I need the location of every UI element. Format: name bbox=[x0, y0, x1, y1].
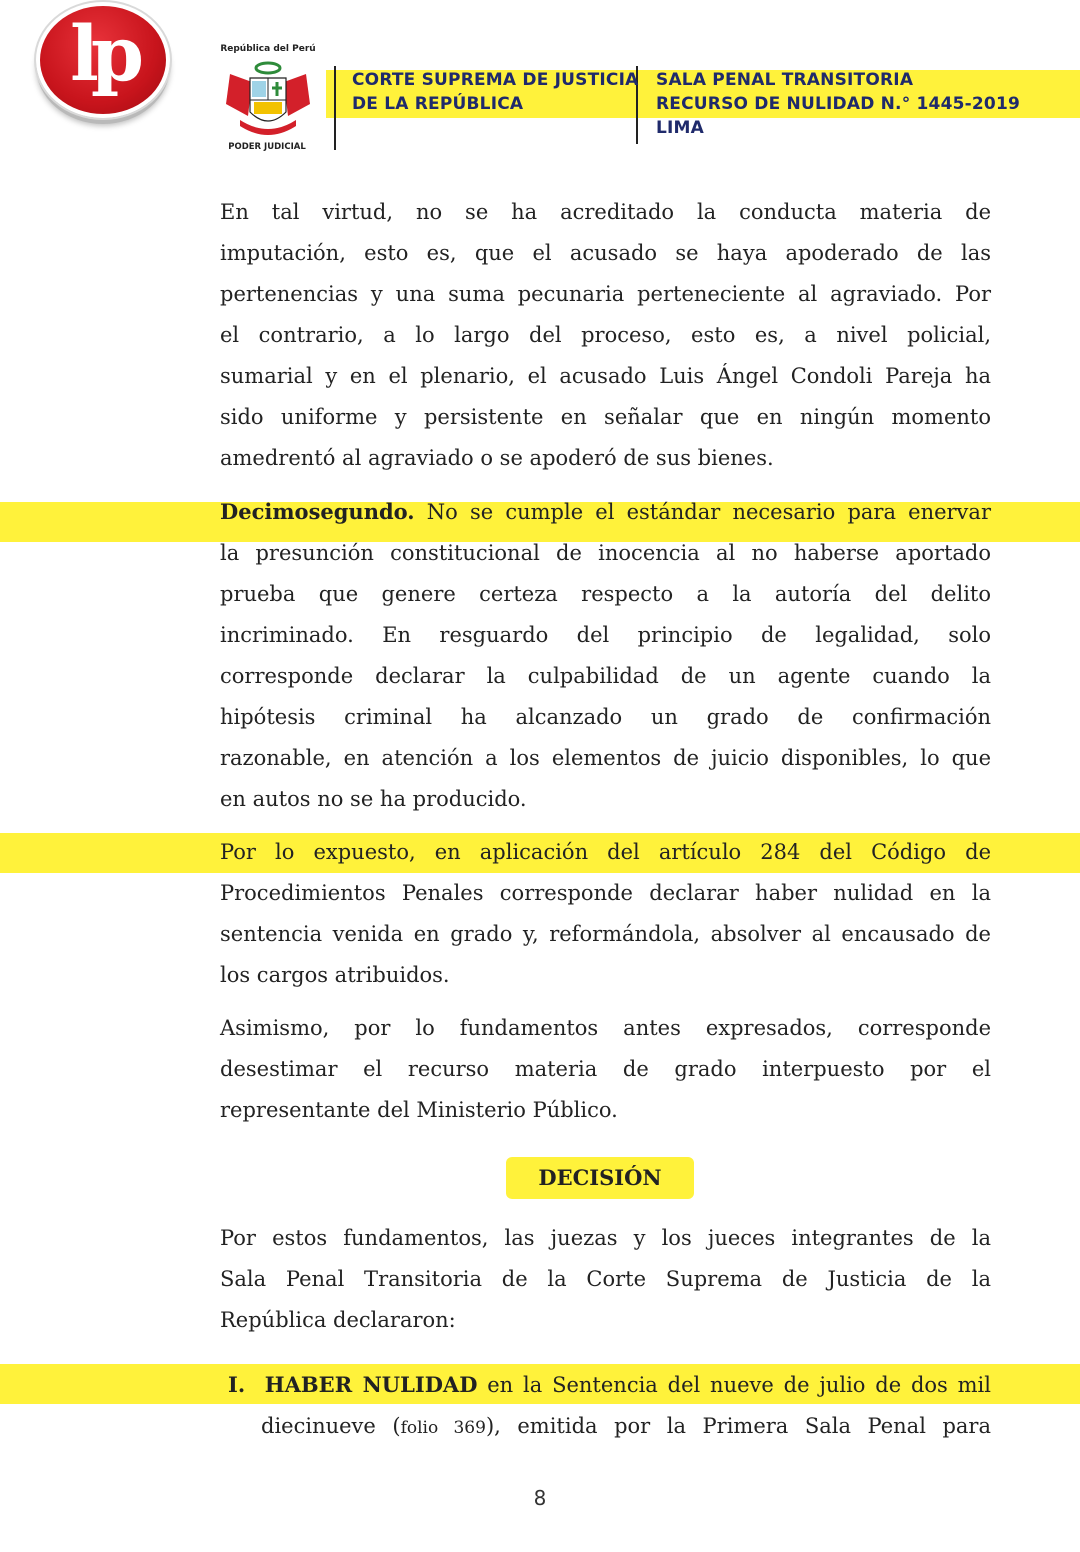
text-line: el contrario, a lo largo del proceso, esto es, a nivel policial, bbox=[220, 323, 991, 347]
text-line: incriminado. En resguardo del principio de legalidad, solo bbox=[220, 623, 991, 647]
decision-heading: DECISIÓN bbox=[506, 1157, 694, 1199]
text-line: Por lo expuesto, en aplicación del artículo 284 del Código de bbox=[220, 840, 991, 864]
text-line: pertenencias y una suma pecunaria perteneciente al agraviado. Por bbox=[220, 282, 991, 306]
paragraph-conclusion bbox=[220, 192, 991, 479]
text-line bbox=[261, 1406, 991, 1449]
text-line: Procedimientos Penales corresponde declarar haber nulidad en la bbox=[220, 881, 991, 905]
text-line: prueba que genere certeza respecto a la autoría del delito bbox=[220, 582, 991, 606]
text-line: sido uniforme y persistente en señalar que en ningún momento bbox=[220, 405, 991, 429]
text-line: sentencia venida en grado y, reformándola, absolver al encausado de bbox=[220, 922, 991, 946]
lp-logo-text: lp bbox=[69, 9, 136, 98]
text-line: Asimismo, por lo fundamentos antes expresados, corresponde bbox=[220, 1016, 991, 1040]
item-ruling: HABER NULIDAD bbox=[264, 1372, 478, 1397]
text-line: la presunción constitucional de inocencia al no haberse aportado bbox=[220, 541, 991, 565]
text-line: Por estos fundamentos, las juezas y los jueces integrantes de la bbox=[220, 1226, 991, 1250]
case-info bbox=[656, 68, 1020, 140]
header-divider bbox=[334, 66, 336, 150]
court-name bbox=[352, 68, 638, 116]
text-line: desestimar el recurso materia de grado interpuesto por el bbox=[220, 1057, 991, 1081]
seal-top-text: República del Perú bbox=[220, 44, 316, 54]
section-heading: Decimosegundo. bbox=[220, 499, 415, 524]
text-line: corresponde declarar la culpabilidad de un agente cuando la bbox=[220, 664, 991, 688]
text-line: razonable, en atención a los elementos de juicio disponibles, lo que bbox=[220, 746, 991, 770]
text-line bbox=[228, 1364, 991, 1406]
lp-logo bbox=[36, 2, 170, 118]
case-number: RECURSO DE NULIDAD N.° 1445-2019 bbox=[656, 94, 1021, 114]
case-city: LIMA bbox=[656, 118, 705, 138]
text-line: amedrentó al agraviado o se apoderó de sus bienes. bbox=[220, 446, 774, 470]
text-line: en autos no se ha producido. bbox=[220, 787, 527, 811]
chamber-name: SALA PENAL TRANSITORIA bbox=[656, 70, 914, 90]
text-line: sumarial y en el plenario, el acusado Luis Ángel Condoli Pareja ha bbox=[220, 364, 991, 388]
text-line bbox=[220, 491, 991, 533]
text-fragment: en la Sentencia del nueve de julio de dos mil bbox=[487, 1373, 991, 1397]
page-number: 8 bbox=[533, 1486, 547, 1510]
paragraph-asimismo bbox=[220, 1008, 991, 1131]
text-line: Sala Penal Transitoria de la Corte Suprema de Justicia de la bbox=[220, 1267, 991, 1291]
text-line: República declararon: bbox=[220, 1308, 456, 1332]
decision-item-1 bbox=[228, 1364, 991, 1449]
text-line: En tal virtud, no se ha acreditado la conducta materia de bbox=[220, 200, 991, 224]
text-line: los cargos atribuidos. bbox=[220, 963, 450, 987]
item-number: I. bbox=[228, 1372, 246, 1397]
text-line: imputación, esto es, que el acusado se haya apoderado de las bbox=[220, 241, 991, 265]
folio-reference: folio 369 bbox=[400, 1418, 486, 1438]
text-fragment: ), emitida por la Primera Sala Penal para bbox=[485, 1414, 991, 1438]
text-fragment: diecinueve ( bbox=[261, 1414, 401, 1438]
poder-judicial-seal bbox=[216, 44, 318, 156]
text-fragment: No se cumple el estándar necesario para enervar bbox=[426, 500, 991, 524]
court-line-2: DE LA REPÚBLICA bbox=[352, 94, 524, 114]
paragraph-por-estos-fundamentos bbox=[220, 1218, 991, 1341]
seal-bottom-text: PODER JUDICIAL bbox=[228, 142, 306, 152]
text-line: hipótesis criminal ha alcanzado un grado de confirmación bbox=[220, 705, 991, 729]
paragraph-por-lo-expuesto bbox=[220, 832, 991, 996]
court-line-1: CORTE SUPREMA DE JUSTICIA bbox=[352, 70, 639, 90]
text-line: representante del Ministerio Público. bbox=[220, 1098, 618, 1122]
coat-of-arms-icon bbox=[226, 56, 310, 142]
paragraph-decimosegundo bbox=[220, 491, 991, 820]
